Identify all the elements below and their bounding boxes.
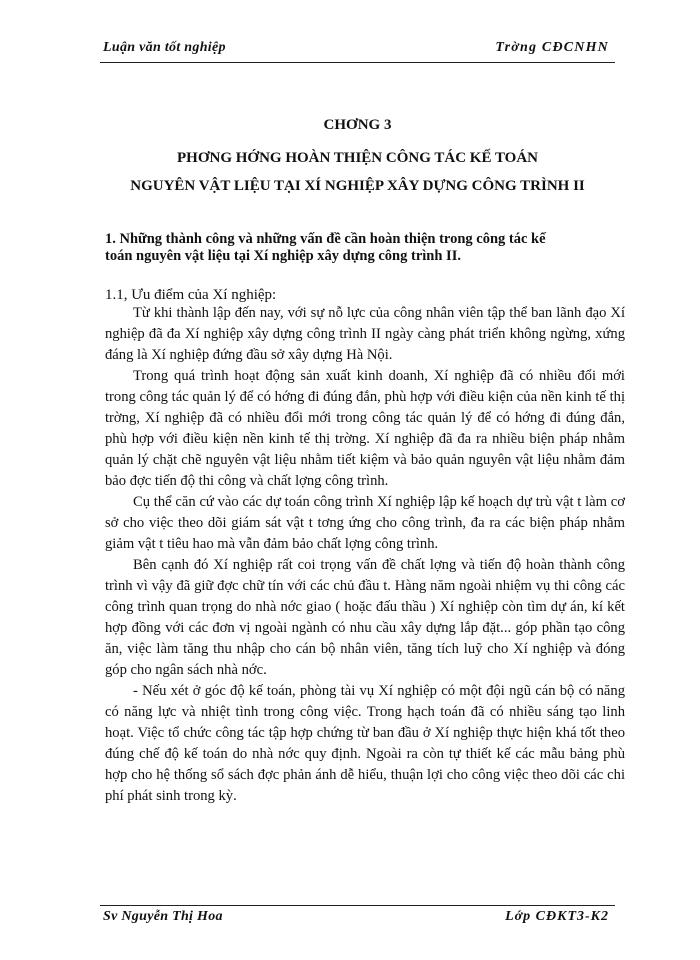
subsection-heading: 1.1, Ưu điểm của Xí nghiệp: bbox=[105, 287, 277, 303]
paragraph: Cụ thể căn cứ vào các dự toán công trình Xí nghiệp lập kế hoạch dự trù vật t làm cơ sở cho việc theo dõi giám sát vật t tơng ứng cho công trình, đa ra các biện pháp nhằm giảm vật t tiêu hao mà vẫn đảm bảo chất lợng công trình. bbox=[105, 494, 625, 552]
paragraph: - Nếu xét ở góc độ kế toán, phòng tài vụ Xí nghiệp có một đội ngũ cán bộ có năng có năng lực và nhiệt tình trong công việc. Trong hạch toán đã có nhiều sáng tạo linh hoạt. Việc tổ chức công tác tập hợp chứng từ ban đầu ở Xí nghiệp thực hiện khá tốt theo đúng chế độ kế toán do nhà nớc quy định. Ngoài ra còn tự thiết kế các mẫu bảng phù hợp cho hệ thống sổ sách đợc phản ánh dễ hiểu, thuận lợi cho công việc theo dõi các chi phí phát sinh trong kỳ. bbox=[105, 683, 625, 804]
footer-class-label: Lớp CĐKT3-K2 bbox=[505, 909, 609, 924]
page-footer bbox=[100, 905, 615, 928]
paragraph: Từ khi thành lập đến nay, với sự nỗ lực của công nhân viên tập thể ban lãnh đạo Xí nghiệp đã đa Xí nghiệp xây dựng công trình II ngày càng phát triển không ngừng, xứng đáng là Xí nghiệp đứng đầu sở xây dựng Hà Nội. bbox=[105, 305, 625, 363]
chapter-title-line-2: NGUYÊN VẬT LIỆU TẠI XÍ NGHIỆP XÂY DỰNG CÔNG TRÌNH II bbox=[130, 178, 585, 194]
section-heading-line-1: 1. Những thành công và những vấn đề cần hoàn thiện trong công tác kế bbox=[105, 231, 546, 247]
header-school-label: Trờng CĐCNHN bbox=[495, 40, 609, 55]
footer-author-label: Sv Nguyễn Thị Hoa bbox=[103, 909, 223, 924]
page-header bbox=[100, 40, 615, 63]
paragraph: Bên cạnh đó Xí nghiệp rất coi trọng vấn đề chất lợng và tiến độ hoàn thành công trình vì vậy đã giữ đợc chữ tín với các chủ đầu t. Hàng năm ngoài nhiệm vụ thi công các công trình quan trọng do nhà nớc giao ( hoặc đấu thầu ) Xí nghiệp còn tìm dự án, kí kết hợp đồng với các đơn vị ngoài ngành có nhu cầu xây dựng lắp đặt... góp phần tạo công ăn, việc làm tăng thu nhập cho cán bộ nhân viên, tăng tích luỹ cho Xí nghiệp và đóng góp cho ngân sách nhà nớc. bbox=[105, 557, 625, 678]
paragraph: Trong quá trình hoạt động sản xuất kinh doanh, Xí nghiệp đã có nhiều đổi mới trong công tác quản lý để có hớng đi đúng đắn, phù hợp với điều kiện của nền kinh tế thị trờng, Xí nghiệp đã có nhiều đổi mới trong công tác quản lý để có hớng đi đúng đắn, phù hợp với điều kiện nền kinh tế thị trờng. Xí nghiệp đã đa ra nhiều biện pháp nhằm quản lý chặt chẽ nguyên vật liệu nhằm tiết kiệm và bảo quản nguyên vật liệu nhằm đảm bảo đợc tiến độ thi công và chất lợng công trình. bbox=[105, 368, 625, 489]
body-text bbox=[105, 303, 625, 807]
section-heading-line-2: toán nguyên vật liệu tại Xí nghiệp xây dựng công trình II. bbox=[105, 248, 461, 264]
header-thesis-label: Luận văn tốt nghiệp bbox=[103, 40, 226, 55]
chapter-heading: CHƠNG 3 bbox=[323, 117, 392, 133]
chapter-title-line-1: PHƠNG HỚNG HOÀN THIỆN CÔNG TÁC KẾ TOÁN bbox=[176, 150, 539, 166]
